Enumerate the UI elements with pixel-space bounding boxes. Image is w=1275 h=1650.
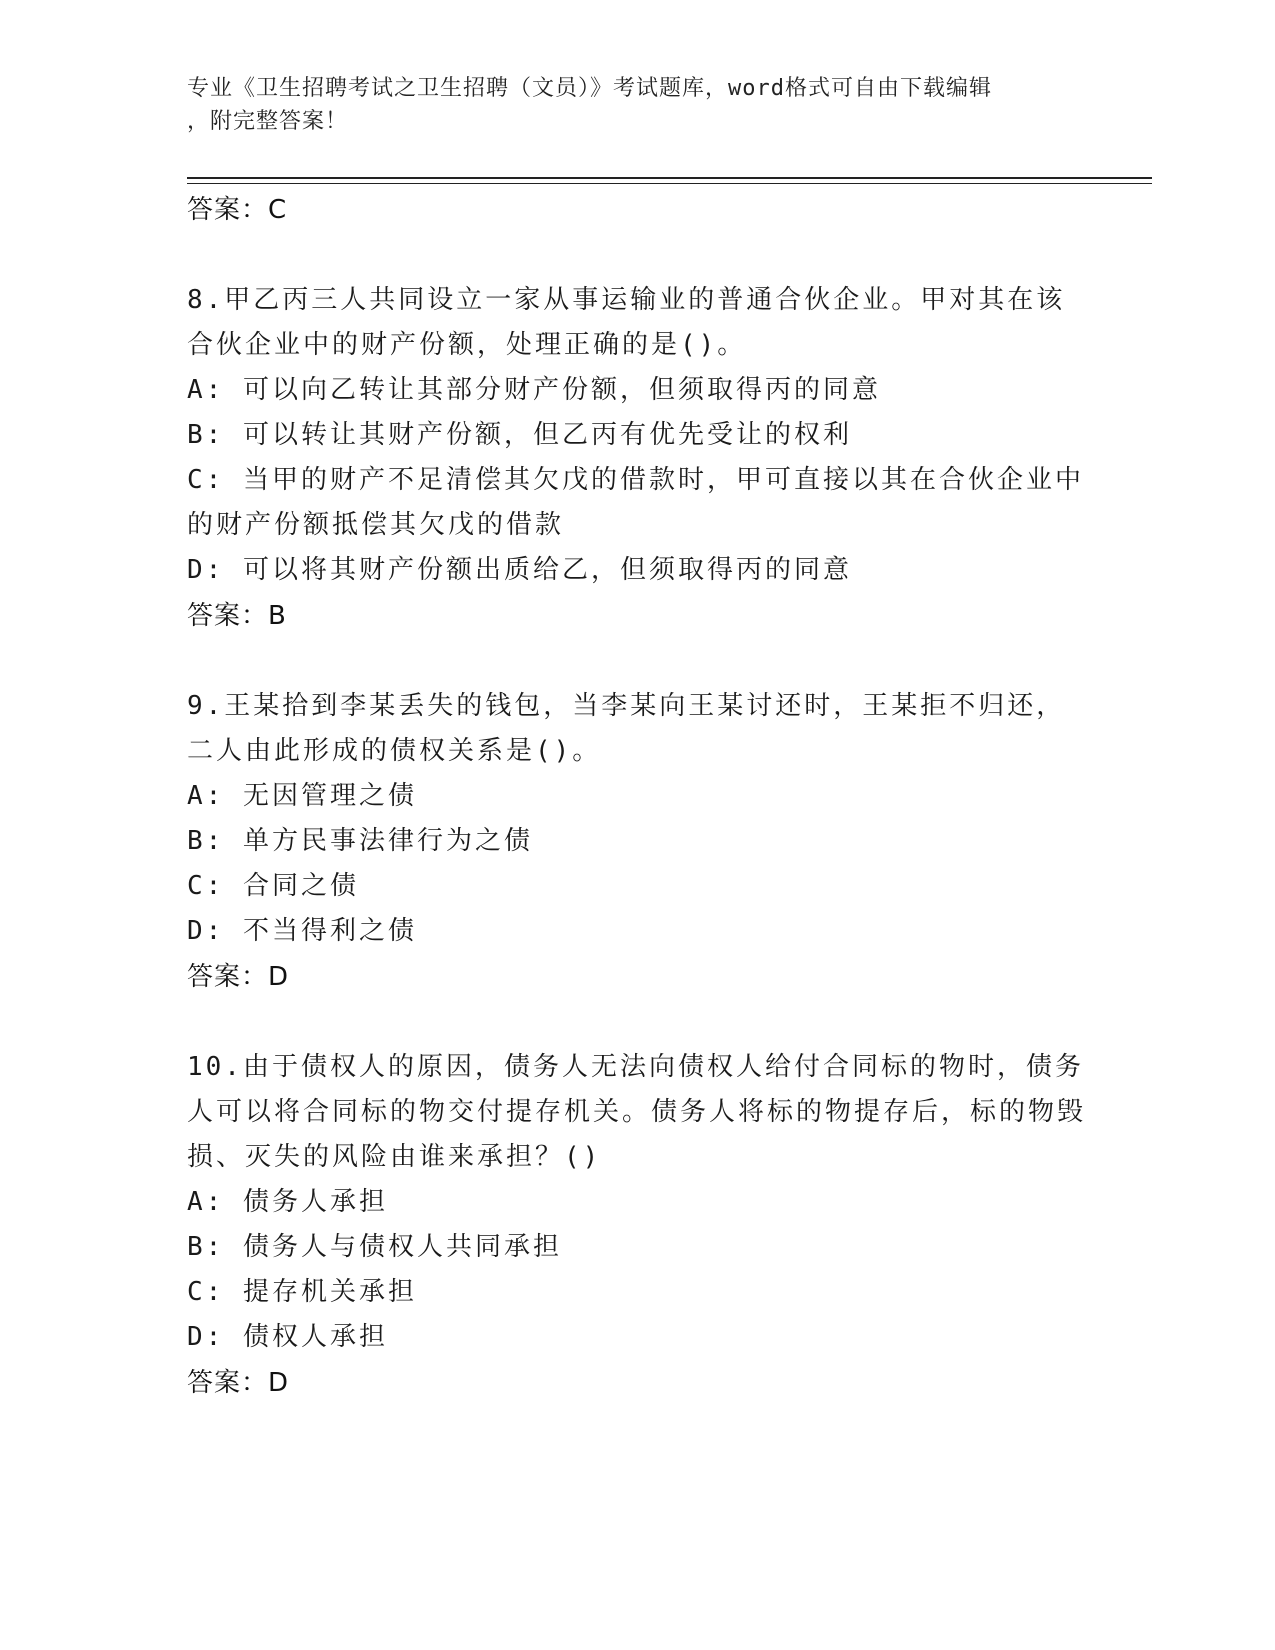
option-b: B: 债务人与债权人共同承担 <box>187 1232 562 1262</box>
option-d: D: 债权人承担 <box>187 1322 388 1352</box>
option-d: D: 不当得利之债 <box>187 916 417 946</box>
header-divider-thick <box>187 177 1152 179</box>
option-a: A: 无因管理之债 <box>187 781 417 811</box>
question-stem: 9.王某拾到李某丢失的钱包，当李某向王某讨还时，王某拒不归还，二人由此形成的债权关系是()。 <box>187 691 1066 766</box>
question-stem: 8.甲乙丙三人共同设立一家从事运输业的普通合伙企业。甲对其在该合伙企业中的财产份额，处理正确的是()。 <box>187 285 1066 360</box>
spacer <box>187 639 1087 684</box>
header-line-1: 专业《卫生招聘考试之卫生招聘（文员）》考试题库，word格式可自由下载编辑 <box>187 76 992 101</box>
answer-line: 答案：D <box>187 962 290 992</box>
header-divider-thin <box>187 183 1152 184</box>
question-list <box>187 187 1087 1406</box>
option-b: B: 可以转让其财产份额，但乙丙有优先受让的权利 <box>187 420 852 450</box>
option-c: C: 提存机关承担 <box>187 1277 417 1307</box>
option-c: C: 当甲的财产不足清偿其欠戊的借款时，甲可直接以其在合伙企业中的财产份额抵偿其欠戊的借款 <box>187 465 1084 540</box>
spacer <box>187 1000 1087 1045</box>
question-block-10 <box>187 1045 1087 1406</box>
option-a: A: 债务人承担 <box>187 1187 388 1217</box>
document-header <box>187 72 1087 138</box>
option-c: C: 合同之债 <box>187 871 359 901</box>
option-b: B: 单方民事法律行为之债 <box>187 826 533 856</box>
spacer <box>187 233 1087 278</box>
option-d: D: 可以将其财产份额出质给乙，但须取得丙的同意 <box>187 555 852 585</box>
answer-line: 答案：D <box>187 1368 290 1398</box>
answer-line: 答案：B <box>187 601 287 631</box>
header-line-2: ，附完整答案！ <box>187 109 349 134</box>
question-block-9 <box>187 684 1087 1000</box>
question-block-8 <box>187 278 1087 639</box>
option-a: A: 可以向乙转让其部分财产份额，但须取得丙的同意 <box>187 375 881 405</box>
answer-line-q7: 答案：C <box>187 195 288 225</box>
question-stem: 10.由于债权人的原因，债务人无法向债权人给付合同标的物时，债务人可以将合同标的物交付提存机关。债务人将标的物提存后，标的物毁损、灭失的风险由谁来承担？() <box>187 1052 1087 1172</box>
